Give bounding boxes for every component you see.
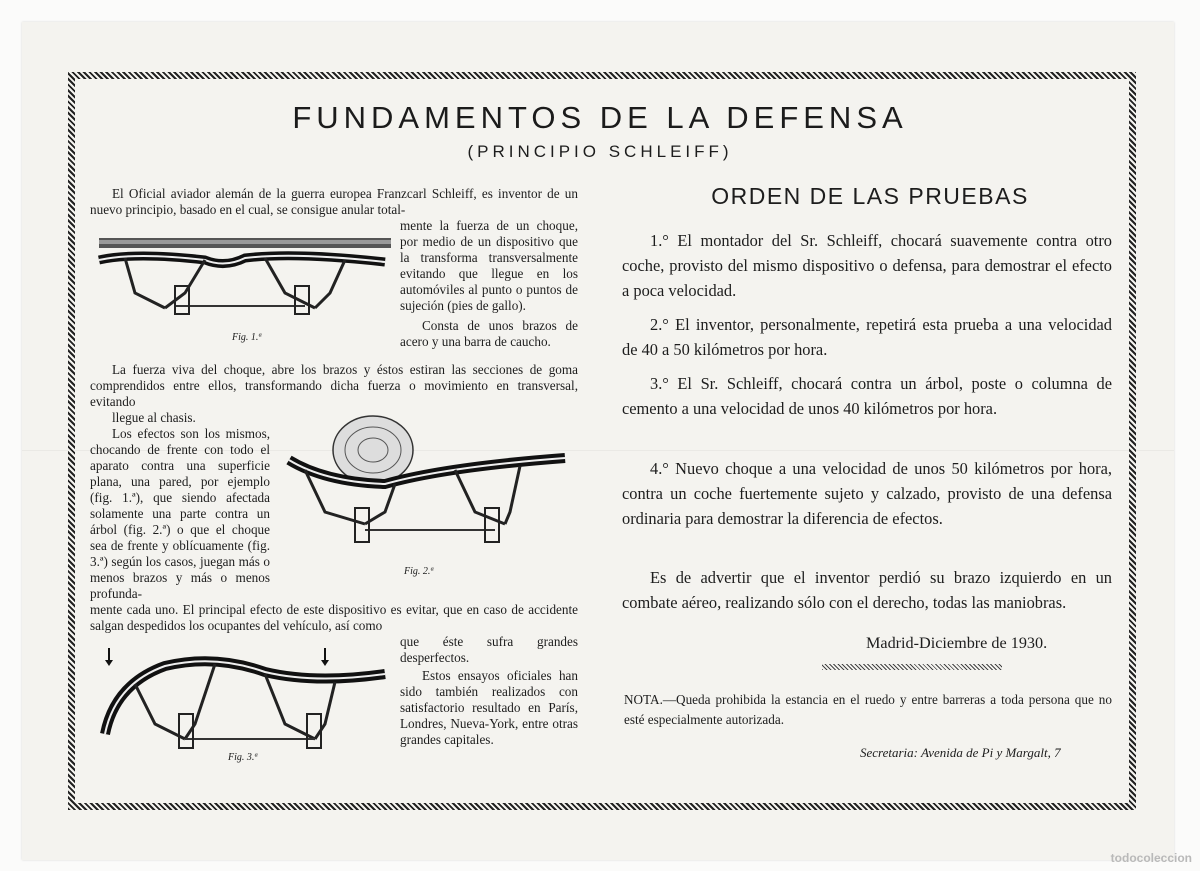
ornament-rule [822,664,1002,670]
section-heading: ORDEN DE LAS PRUEBAS [711,183,1029,209]
date-signoff: Madrid-Diciembre de 1930. [866,634,1048,652]
figure-3-caption: Fig. 3.ª [228,752,258,763]
secretaria-address: Secretaria: Avenida de Pi y Margalt, 7 [860,745,1061,760]
paragraph-composition: Consta de unos brazos de acero y una barra de caucho. [400,318,578,349]
figure-2-illustration [285,412,570,552]
paragraph-intro: El Oficial aviador alemán de la guerra europea Franzcarl Schleiff, es inventor de un nuevo principio, basado en el cual, se consigue anular total- [90,186,578,217]
page-subtitle: (PRINCIPIO SCHLEIFF) [467,142,733,161]
paragraph-intro-cont: mente la fuerza de un choque, por medio de un dispositivo que la transforma transversalmente evitando que llegue en los automóviles al punto o puntos de sujeción (pies de gallo). [400,218,578,313]
note-paragraph: Es de advertir que el inventor perdió su brazo izquierdo en un combate aéreo, realizando sólo con el derecho, todas las maniobras. [622,568,1112,613]
test-item-1: 1.° El montador del Sr. Schleiff, chocará suavemente contra otro coche, provisto del mismo dispositivo o defensa, para demostrar el efecto a poca velocidad. [622,231,1112,301]
figure-2-caption: Fig. 2.ª [404,566,434,577]
paragraph-effects: Los efectos son los mismos, chocando de frente con todo el aparato contra una superficie plana, una pared, por ejemplo (fig. 1.ª), que siendo afectada solamente una parte contra un árbol (fig. 2.ª) o que el choque sea de frente y oblícuamente (fig. 3.ª) según los casos, juegan más o menos brazos y más o menos profunda- [90,426,270,601]
figure-3-illustration [95,644,395,754]
test-item-3: 3.° El Sr. Schleiff, chocará contra un árbol, poste o columna de cemento a una velocidad de unos 40 kilómetros por hora. [622,374,1112,419]
paragraph-force-cont: llegue al chasis. [112,410,196,425]
nota-text: NOTA.—Queda prohibida la estancia en el ruedo y entre barreras a toda persona que no esté especialmente autorizada. [624,692,1112,727]
page-title: FUNDAMENTOS DE LA DEFENSA [292,100,908,135]
paragraph-effects-end: que éste sufra grandes desperfectos. [400,634,578,665]
paragraph-force: La fuerza viva del choque, abre los brazos y éstos estiran las secciones de goma comprendidos entre ellos, transformando dicha fuerza o movimiento en transversal, evitando [90,362,578,409]
test-item-2: 2.° El inventor, personalmente, repetirá esta prueba a una velocidad de 40 a 50 kilómetros por hora. [622,315,1112,360]
test-item-4: 4.° Nuevo choque a una velocidad de unos 50 kilómetros por hora, contra un coche fuertemente sujeto y calzado, provisto de una defensa ordinaria para demostrar la diferencia de efectos. [622,459,1112,529]
watermark-logo: todocoleccion [1110,851,1192,865]
figure-1-illustration [95,238,395,328]
paragraph-effects-cont: mente cada uno. El principal efecto de este dispositivo es evitar, que en caso de accidente salgan despedidos los ocupantes del vehículo, así como [90,602,578,633]
figure-1-caption: Fig. 1.ª [232,332,262,343]
paragraph-trials: Estos ensayos oficiales han sido también realizados con satisfactorio resultado en París, Londres, Nueva-York, entre otras grandes capitales. [400,668,578,747]
